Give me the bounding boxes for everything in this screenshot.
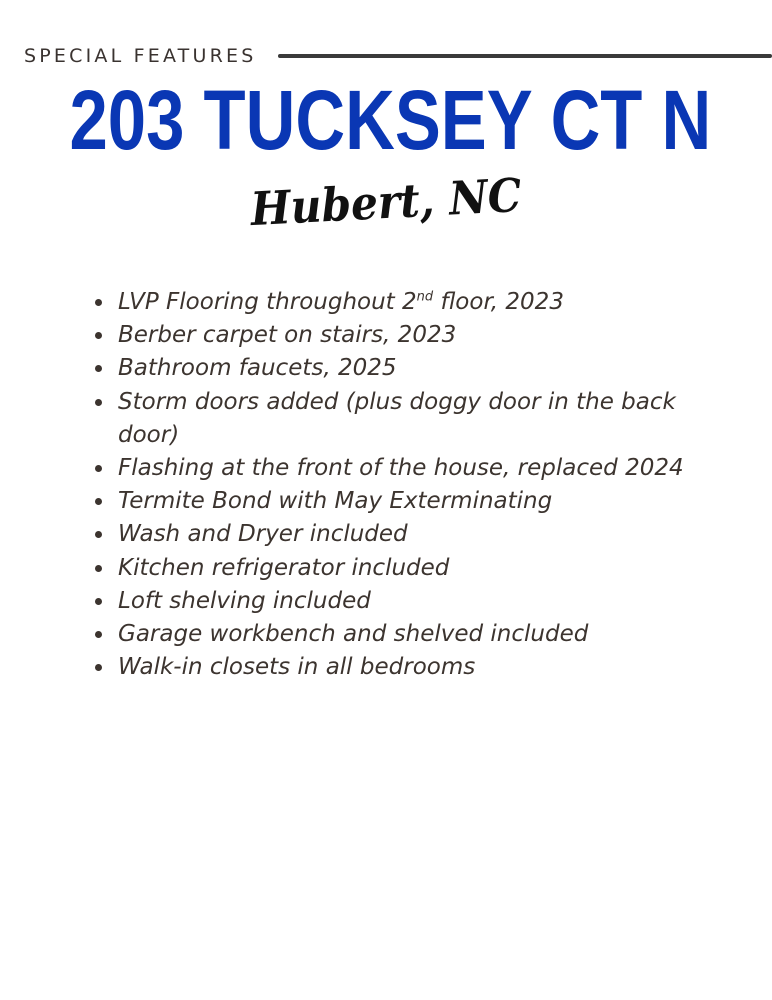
feature-text: Kitchen refrigerator included [118, 554, 450, 581]
property-address: 203 TUCKSEY CT N [69, 73, 712, 167]
feature-item [118, 319, 718, 352]
feature-item [118, 552, 718, 585]
feature-text: Wash and Dryer included [118, 521, 408, 548]
feature-item [118, 618, 718, 651]
ordinal-superscript: nd [416, 289, 434, 305]
feature-item [118, 386, 718, 452]
feature-text: Walk-in closets in all bedrooms [118, 654, 476, 681]
bullet-icon [95, 498, 102, 505]
feature-text: LVP Flooring throughout 2 [118, 289, 417, 315]
feature-text: Termite Bond with May Exterminating [118, 488, 553, 515]
feature-item [118, 518, 718, 551]
property-city: Hubert, NC [249, 167, 523, 237]
bullet-icon [95, 631, 102, 638]
bullet-icon [95, 399, 102, 406]
feature-item [118, 651, 718, 684]
feature-item [118, 452, 718, 485]
feature-item [118, 485, 718, 518]
feature-text: Berber carpet on stairs, 2023 [118, 322, 457, 349]
feature-item [118, 286, 718, 319]
bullet-icon [95, 531, 102, 538]
feature-text: Bathroom faucets, 2025 [118, 355, 397, 382]
feature-text: Loft shelving included [118, 587, 371, 614]
header-rule [278, 54, 772, 58]
bullet-icon [95, 465, 102, 472]
feature-item [118, 585, 718, 618]
feature-item [118, 352, 718, 385]
bullet-icon [95, 664, 102, 671]
feature-text: Garage workbench and shelved included [118, 621, 589, 648]
feature-text-cont: floor, 2023 [433, 289, 564, 315]
section-header [24, 42, 772, 70]
feature-text: Flashing at the front of the house, replaced 2024 [118, 455, 684, 482]
bullet-icon [95, 332, 102, 339]
feature-text: Storm doors added (plus doggy door in the back door) [118, 388, 676, 448]
bullet-icon [95, 365, 102, 372]
features-list [118, 286, 718, 684]
bullet-icon [95, 565, 102, 572]
bullet-icon [95, 299, 102, 306]
section-kicker: SPECIAL FEATURES [24, 45, 257, 67]
bullet-icon [95, 598, 102, 605]
